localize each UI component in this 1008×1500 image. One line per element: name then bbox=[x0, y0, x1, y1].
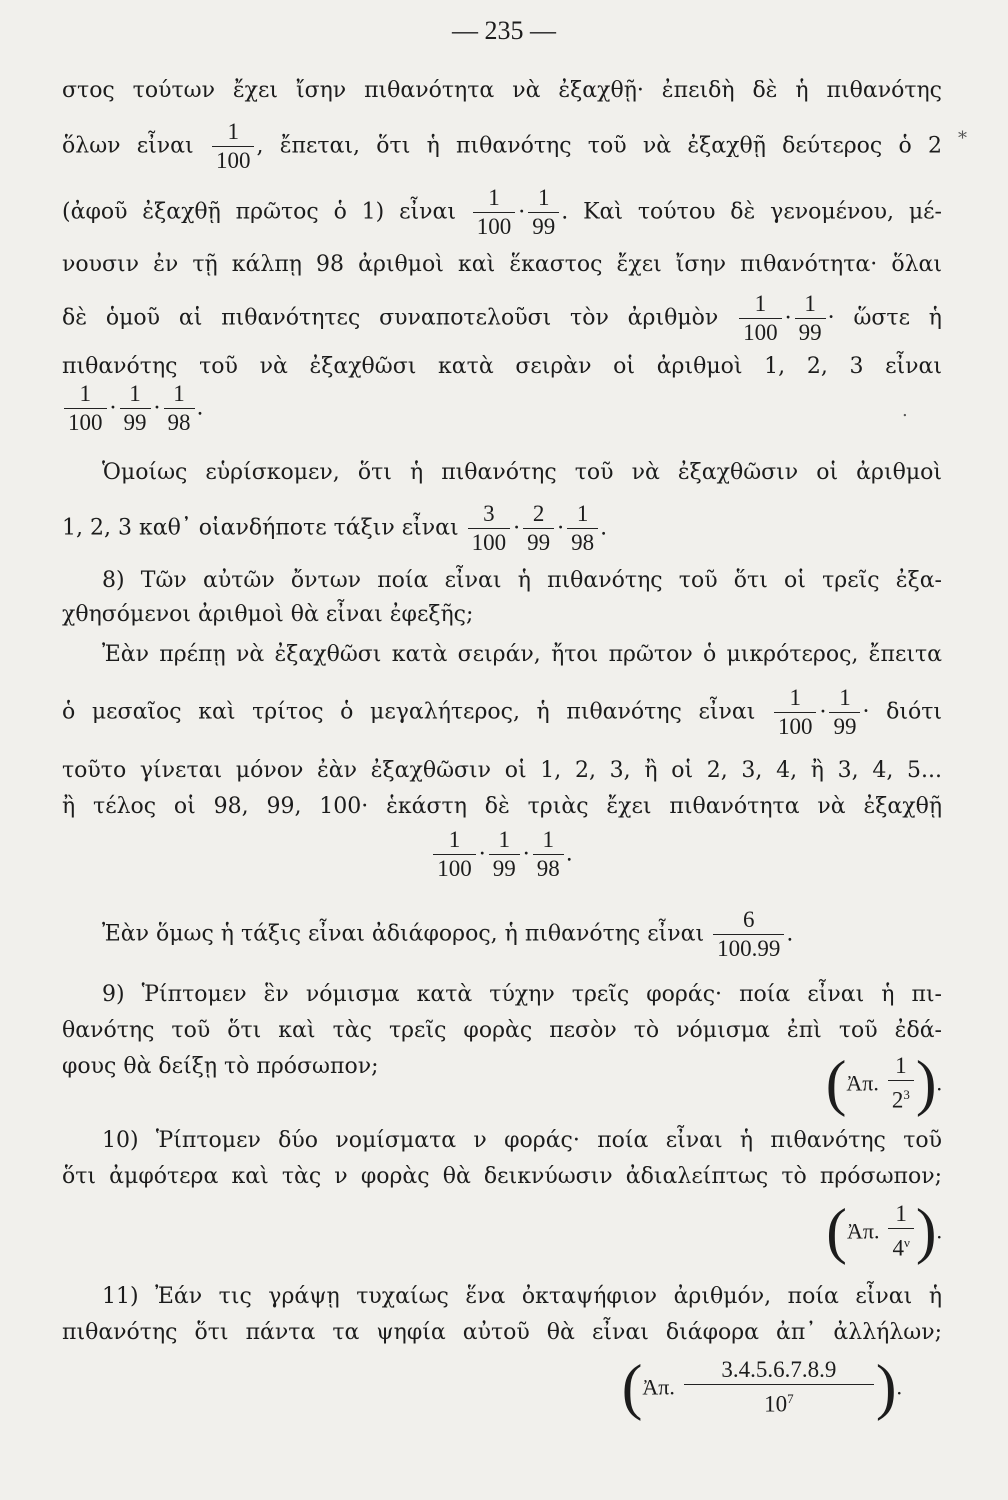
problem-11-line-1: 11) Ἐάν τις γράψῃ τυχαίως ἕνα ὀκταψήφιον ἀριθμόν, ποία εἶναι ἡ bbox=[102, 1284, 942, 1309]
text-line-14: τοῦτο γίνεται μόνον ἐὰν ἐξαχθῶσιν οἱ 1, 2, 3, ἢ οἱ 2, 3, 4, ἢ 3, 4, 5... bbox=[62, 758, 942, 783]
problem-8-line-1: 8) Τῶν αὐτῶν ὄντων ποία εἶναι ἡ πιθανότης τοῦ ὅτι οἱ τρεῖς ἐξα- bbox=[102, 568, 942, 593]
margin-mark: * bbox=[958, 128, 967, 149]
fraction: $\frac{1}{99}$ bbox=[829, 684, 860, 741]
answer-10-line bbox=[62, 1197, 942, 1270]
text-line-7: $\frac{1}{100}$ · $\frac{1}{99}$ · $\frac{1}{98}$ . bbox=[62, 380, 942, 437]
margin-mark: . bbox=[902, 400, 908, 421]
text-segment: , ἔπεται, ὅτι ἡ πιθανότης τοῦ νὰ ἐξαχθῇ δεύτερος ὁ 2 bbox=[256, 133, 943, 159]
fraction: $\frac{6}{100.99}$ bbox=[713, 906, 784, 963]
text-line-2 bbox=[62, 118, 942, 175]
answer-11: (Ἀπ. $\frac{3.4.5.6.7.8.9}{10^7}$ ). bbox=[621, 1353, 902, 1422]
text-segment: ὁ μεσαῖος καὶ τρίτος ὁ μεγαλήτερος, ἡ πιθανότης εἶναι bbox=[62, 699, 756, 725]
fraction: $\frac{1}{98}$ bbox=[164, 380, 195, 437]
answer-fraction: $\frac{3.4.5.6.7.8.9}{10^7}$ bbox=[684, 1356, 874, 1419]
text-line-12: Ἐὰν πρέπῃ νὰ ἐξαχθῶσι κατὰ σειράν, ἤτοι πρῶτον ὁ μικρότερος, ἔπειτα bbox=[102, 642, 942, 667]
text-line-13: ὁ μεσαῖος καὶ τρίτος ὁ μεγαλήτερος, ἡ πιθανότης εἶναι $\frac{1}{100}$ · $\frac{1}{99}$ · διότι bbox=[62, 685, 942, 739]
fraction: $\frac{1}{100}$ bbox=[433, 826, 476, 883]
text-line-4: νουσιν ἐν τῇ κάλπῃ 98 ἀριθμοὶ καὶ ἕκαστος ἔχει ἴσην πιθανότητα· ὅλαι bbox=[62, 252, 942, 277]
text-segment: ὅλων εἶναι bbox=[62, 133, 194, 159]
text-segment: . bbox=[600, 515, 608, 541]
fraction-1-over-100: $\frac{1}{100}$ bbox=[212, 118, 255, 175]
text-segment: . Καὶ τούτου δὲ γενομένου, μέ- bbox=[561, 199, 942, 225]
text-line-15: ἢ τέλος οἱ 98, 99, 100· ἑκάστη δὲ τριὰς ἔχει πιθανότητα νὰ ἐξαχθῇ bbox=[62, 794, 942, 819]
fraction: $\frac{1}{99}$ bbox=[795, 290, 826, 347]
problem-9-line-2: θανότης τοῦ ὅτι καὶ τὰς τρεῖς φορὰς πεσὸν τὸ νόμισμα ἐπὶ τοῦ ἐδά- bbox=[62, 1018, 942, 1043]
text-segment: . bbox=[786, 921, 794, 947]
problem-10-line-2: ὅτι ἀμφότερα καὶ τὰς ν φορὰς θὰ δεικνύωσιν ἀδιαλείπτως τὸ πρόσωπον; bbox=[62, 1164, 942, 1189]
answer-10: (Ἀπ. $\frac{1}{4^\nu}$ ). bbox=[826, 1197, 942, 1266]
text-line-8: Ὁμοίως εὑρίσκομεν, ὅτι ἡ πιθανότης τοῦ νὰ ἐξαχθῶσιν οἱ ἀριθμοὶ bbox=[102, 460, 942, 485]
fraction: $\frac{1}{98}$ bbox=[567, 500, 598, 557]
text-segment: Ἐὰν ὅμως ἡ τάξις εἶναι ἀδιάφορος, ἡ πιθανότης εἶναι bbox=[102, 921, 705, 947]
text-line-9: 1, 2, 3 καθ᾽ οἱανδήποτε τάξιν εἶναι $\frac{3}{100}$ · $\frac{2}{99}$ · $\frac{1}{98}$ . bbox=[62, 501, 608, 555]
fraction: $\frac{1}{99}$ bbox=[489, 826, 520, 883]
problem-10-line-1: 10) Ῥίπτομεν δύο νομίσματα ν φοράς· ποία εἶναι ἡ πιθανότης τοῦ bbox=[102, 1128, 942, 1153]
text-segment: φους θὰ δείξῃ τὸ πρόσωπον; bbox=[62, 1054, 379, 1079]
text-line-17 bbox=[62, 906, 942, 963]
text-segment: · διότι bbox=[862, 699, 942, 725]
problem-9-line-3 bbox=[62, 1049, 942, 1118]
text-line-16: $\frac{1}{100}$ · $\frac{1}{99}$ · $\frac{1}{98}$ . bbox=[62, 826, 942, 883]
text-segment: · ὥστε ἡ bbox=[827, 305, 942, 331]
text-segment: (ἀφοῦ ἐξαχθῇ πρῶτος ὁ 1) εἶναι bbox=[62, 199, 456, 225]
text-segment: 1, 2, 3 καθ᾽ οἱανδήποτε τάξιν εἶναι bbox=[62, 515, 459, 541]
text-line-3: (ἀφοῦ ἐξαχθῇ πρῶτος ὁ 1) εἶναι $\frac{1}{100}$ · $\frac{1}{99}$ . Καὶ τούτου δὲ γενομένου, μέ- bbox=[62, 185, 942, 239]
page-number: — 235 — bbox=[452, 16, 556, 45]
answer-fraction: $\frac{1}{4^\nu}$ bbox=[888, 1200, 913, 1263]
text-segment: . bbox=[565, 841, 573, 867]
fraction: $\frac{1}{99}$ bbox=[528, 184, 559, 241]
problem-11-line-2: πιθανότης ὅτι πάντα τα ψηφία αὐτοῦ θὰ εἶναι διάφορα ἀπ᾽ ἀλλήλων; bbox=[62, 1320, 942, 1345]
fraction: $\frac{2}{99}$ bbox=[523, 500, 554, 557]
fraction: $\frac{1}{100}$ bbox=[739, 290, 782, 347]
fraction: $\frac{1}{98}$ bbox=[533, 826, 564, 883]
answer-fraction: $\frac{1}{2^3}$ bbox=[888, 1052, 914, 1115]
text-segment: δὲ ὁμοῦ αἱ πιθανότητες συναποτελοῦσι τὸν ἀριθμὸν bbox=[62, 305, 719, 331]
problem-8-line-2: χθησόμενοι ἀριθμοὶ θὰ εἶναι ἐφεξῆς; bbox=[62, 602, 474, 627]
problem-9-line-1: 9) Ῥίπτομεν ἓν νόμισμα κατὰ τύχην τρεῖς φοράς· ποία εἶναι ἡ πι- bbox=[102, 982, 942, 1007]
text-segment: . bbox=[196, 395, 204, 421]
text-line-6: πιθανότης τοῦ νὰ ἐξαχθῶσι κατὰ σειρὰν οἱ ἀριθμοὶ 1, 2, 3 εἶναι bbox=[62, 354, 942, 379]
fraction: $\frac{1}{99}$ bbox=[120, 380, 151, 437]
fraction: $\frac{1}{100}$ bbox=[473, 184, 516, 241]
fraction: $\frac{1}{100}$ bbox=[64, 380, 107, 437]
text-line-5: δὲ ὁμοῦ αἱ πιθανότητες συναποτελοῦσι τὸν ἀριθμὸν $\frac{1}{100}$ · $\frac{1}{99}$ · ὥστε ἡ bbox=[62, 291, 942, 345]
text-line-1: στος τούτων ἔχει ἴσην πιθανότητα νὰ ἐξαχθῇ· ἐπειδὴ δὲ ἡ πιθανότης bbox=[62, 78, 942, 103]
answer-9: (Ἀπ. $\frac{1}{2^3}$ ). bbox=[825, 1049, 942, 1118]
answer-11-line bbox=[62, 1353, 942, 1432]
fraction: $\frac{1}{100}$ bbox=[774, 684, 817, 741]
fraction: $\frac{3}{100}$ bbox=[468, 500, 511, 557]
